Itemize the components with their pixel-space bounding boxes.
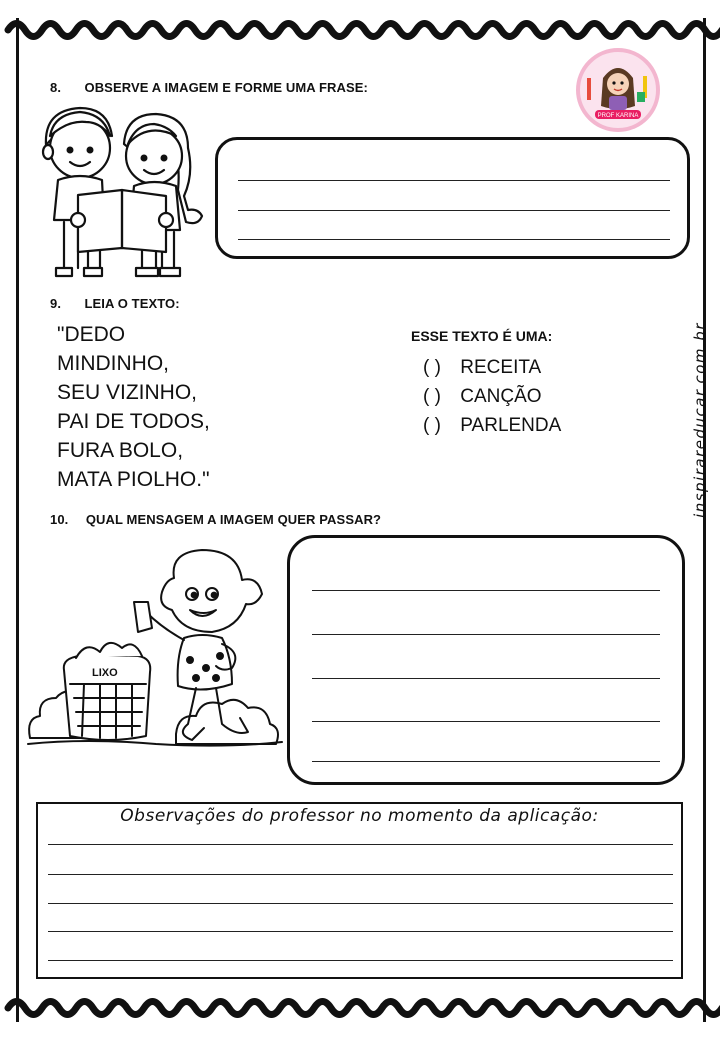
observation-line: [48, 874, 673, 875]
option-checkbox[interactable]: ( ): [423, 415, 441, 436]
logo-text: PROF KARINA: [597, 113, 639, 119]
question-8-number: 8.: [50, 80, 62, 95]
bin-label: LIXO: [92, 667, 118, 679]
genre-options: [423, 353, 561, 440]
girl-throwing-trash-illustration: [26, 548, 284, 760]
question-9-title: [50, 296, 180, 311]
poem-line: "DEDO: [57, 323, 126, 346]
answer-line: [238, 239, 670, 240]
question-9-number: 9.: [50, 296, 62, 311]
poem-line: PAI DE TODOS,: [57, 410, 210, 433]
question-8-answer-box[interactable]: [215, 137, 690, 259]
website-credit: inspirareducar.com.br: [691, 322, 709, 518]
poem-line: SEU VIZINHO,: [57, 381, 198, 404]
option-label: CANÇÃO: [460, 386, 542, 407]
question-10-title: [50, 512, 381, 527]
option-checkbox[interactable]: ( ): [423, 357, 441, 378]
observation-line: [48, 931, 673, 932]
option-cancao[interactable]: [423, 382, 561, 411]
genre-question: ESSE TEXTO É UMA:: [411, 328, 553, 344]
teacher-logo: [573, 48, 663, 132]
answer-line: [312, 678, 660, 679]
answer-line: [312, 590, 660, 591]
option-parlenda[interactable]: [423, 411, 561, 440]
observation-line: [48, 844, 673, 845]
observation-line: [48, 903, 673, 904]
teacher-observations-box[interactable]: [36, 802, 683, 979]
question-8-title: [50, 80, 368, 95]
answer-line: [312, 721, 660, 722]
question-10-answer-box[interactable]: [287, 535, 685, 785]
question-10-number: 10.: [50, 512, 69, 527]
poem-line: MATA PIOLHO.": [57, 468, 210, 491]
option-label: RECEITA: [460, 357, 542, 378]
question-8-text: OBSERVE A IMAGEM E FORME UMA FRASE:: [84, 80, 368, 95]
poem-line: FURA BOLO,: [57, 439, 184, 462]
question-9-text: LEIA O TEXTO:: [84, 296, 180, 311]
answer-line: [312, 634, 660, 635]
observations-title: Observações do professor no momento da aplicação:: [120, 806, 599, 826]
children-reading-illustration: [38, 100, 208, 285]
parlenda-text: [57, 320, 210, 494]
observation-line: [48, 960, 673, 961]
option-receita[interactable]: [423, 353, 561, 382]
answer-line: [238, 180, 670, 181]
answer-line: [238, 210, 670, 211]
option-label: PARLENDA: [460, 415, 562, 436]
question-10-text: QUAL MENSAGEM A IMAGEM QUER PASSAR?: [85, 512, 382, 527]
answer-line: [312, 761, 660, 762]
poem-line: MINDINHO,: [57, 352, 169, 375]
option-checkbox[interactable]: ( ): [423, 386, 441, 407]
